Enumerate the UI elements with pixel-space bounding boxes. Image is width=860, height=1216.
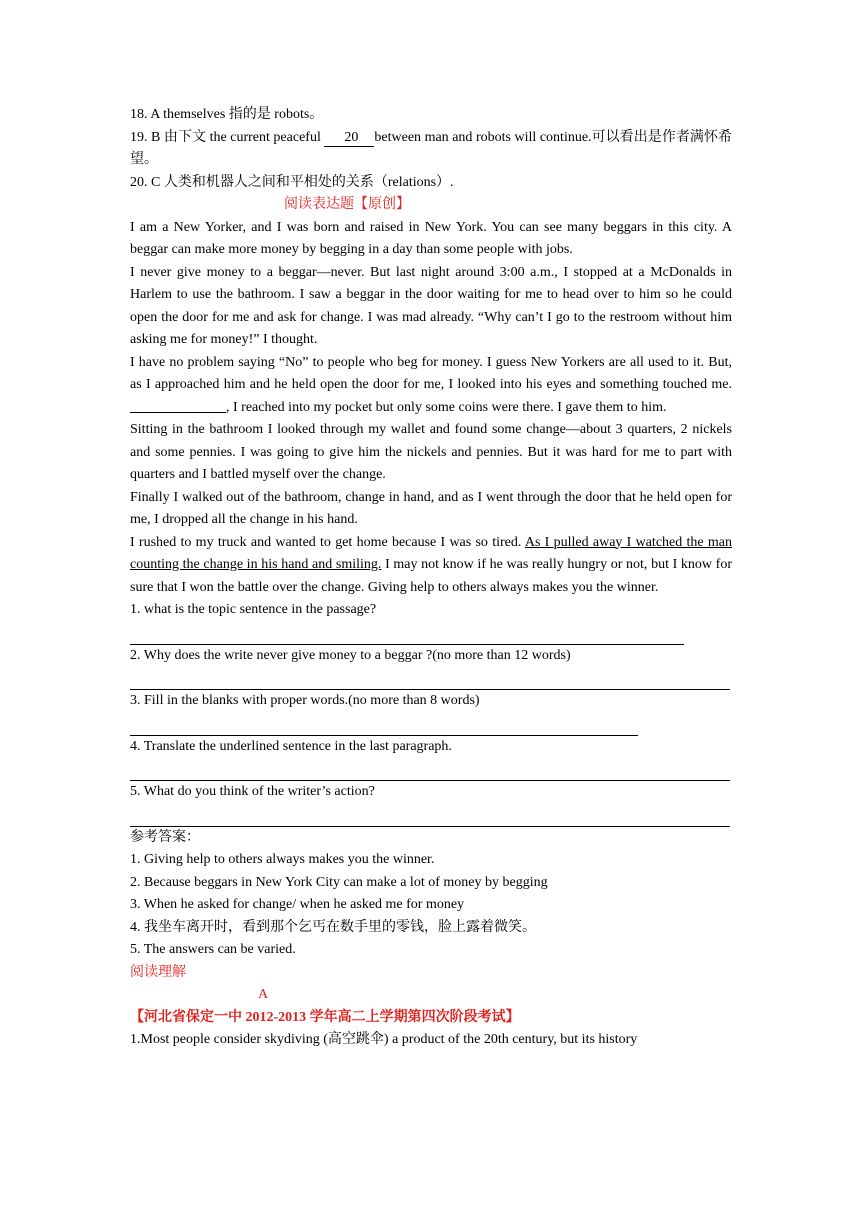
section-letter: A [258,987,269,1002]
passage-paragraph-5: Finally I walked out of the bathroom, change in hand, and as I went through the door that he held open for me, I dropped all the change in his hand. [130,489,732,527]
question-2: 2. Why does the write never give money to a beggar ?(no more than 12 words) [130,647,571,663]
answer-text: C 人类和机器人之间和平相处的关系（relations）. [151,174,454,190]
section-title: 阅读表达题【原创】 [284,197,410,212]
passage-paragraph-6 [130,532,732,600]
document-page [130,104,732,1052]
answer-line-4 [130,758,730,781]
blank-20: 20 [324,130,374,147]
question-1: 1. what is the topic sentence in the passage? [130,602,377,617]
answer-number: 19. [130,129,148,145]
answer-18 [130,104,732,127]
reading-title: 阅读理解 [130,964,186,980]
passage-paragraph-1: I am a New Yorker, and I was born and raised in New York. You can see many beggars in this city. A beggar can make more money by begging in a day than some people with jobs. [130,219,732,257]
fill-blank [130,397,226,413]
answer-key-4: 4. 我坐车离开时，看到那个乞丐在数手里的零钱，脸上露着微笑。 [130,919,536,935]
next-passage-line: 1.Most people consider skydiving (高空跳伞) a product of the 20th century, but its history [130,1032,638,1047]
question-4: 4. Translate the underlined sentence in the last paragraph. [130,738,452,754]
underlined-sentence: As I pulled away I watched the man counting the change in his hand and smiling. [130,534,732,572]
answer-number: 20. [130,174,148,190]
question-3 [130,690,732,713]
answer-key-title: 参考答案： [130,829,200,845]
answer-key-5: 5. The answers can be varied. [130,942,296,957]
answer-20 [130,172,732,195]
answer-key-3: 3. When he asked for change/ when he asked me for money [130,897,465,912]
question-5: 5. What do you think of the writer’s action? [130,784,375,799]
answer-line-1 [130,622,684,645]
answer-number: 18. [130,107,148,122]
passage-paragraph-2: I never give money to a beggar—never. But last night around 3:00 a.m., I stopped at a McDonalds in Harlem to use the bathroom. I saw a beggar in the door waiting for me to head over to him so he could open the door for me and ask for change. I was mad already. “Why can’t I go to the restroom without him asking me for money!” I thought. [130,264,732,347]
answer-line-5 [130,804,730,827]
answer-19 [130,127,732,172]
paragraph-text: I rushed to my truck and wanted to get home because I was so tired. [130,534,525,550]
source-label: 【河北省保定一中 2012-2013 学年高二上学期第四次阶段考试】 [130,1009,520,1025]
passage-paragraph-3 [130,352,732,420]
answer-key-1: 1. Giving help to others always makes you the winner. [130,852,435,867]
answer-text: B 由下文 the current peaceful [151,129,325,145]
answer-text: A themselves 指的是 robots。 [150,107,324,122]
answer-key-2: 2. Because beggars in New York City can make a lot of money by begging [130,874,548,890]
paragraph-text: I may not know if he was really hungry or not, but I know for sure that I won the battle over the change. Giving help to others always makes you the winner. [130,557,733,595]
paragraph-text: , I reached into my pocket but only some coins were there. I gave them to him. [226,399,667,415]
passage-paragraph-4: Sitting in the bathroom I looked through my wallet and found some change—about 3 quarters, 2 nickels and some pennies. I was going to give him the nickels and pennies. But it was hard for me to part with quarters and I battled myself over the change. [130,422,732,482]
answer-text: between man and robots will continue.可以看出是作者满怀希望。 [130,129,732,167]
paragraph-text: I have no problem saying “No” to people who beg for money. I guess New Yorkers are all used to it. But, as I approached him and he held open the door for me, I looked into his eyes and something touched me. [130,354,732,392]
answer-line-3 [130,713,638,736]
question-text: 3. Fill in the blanks with proper words.(no more than 8 words) [130,693,480,708]
answer-line-2 [130,667,730,690]
